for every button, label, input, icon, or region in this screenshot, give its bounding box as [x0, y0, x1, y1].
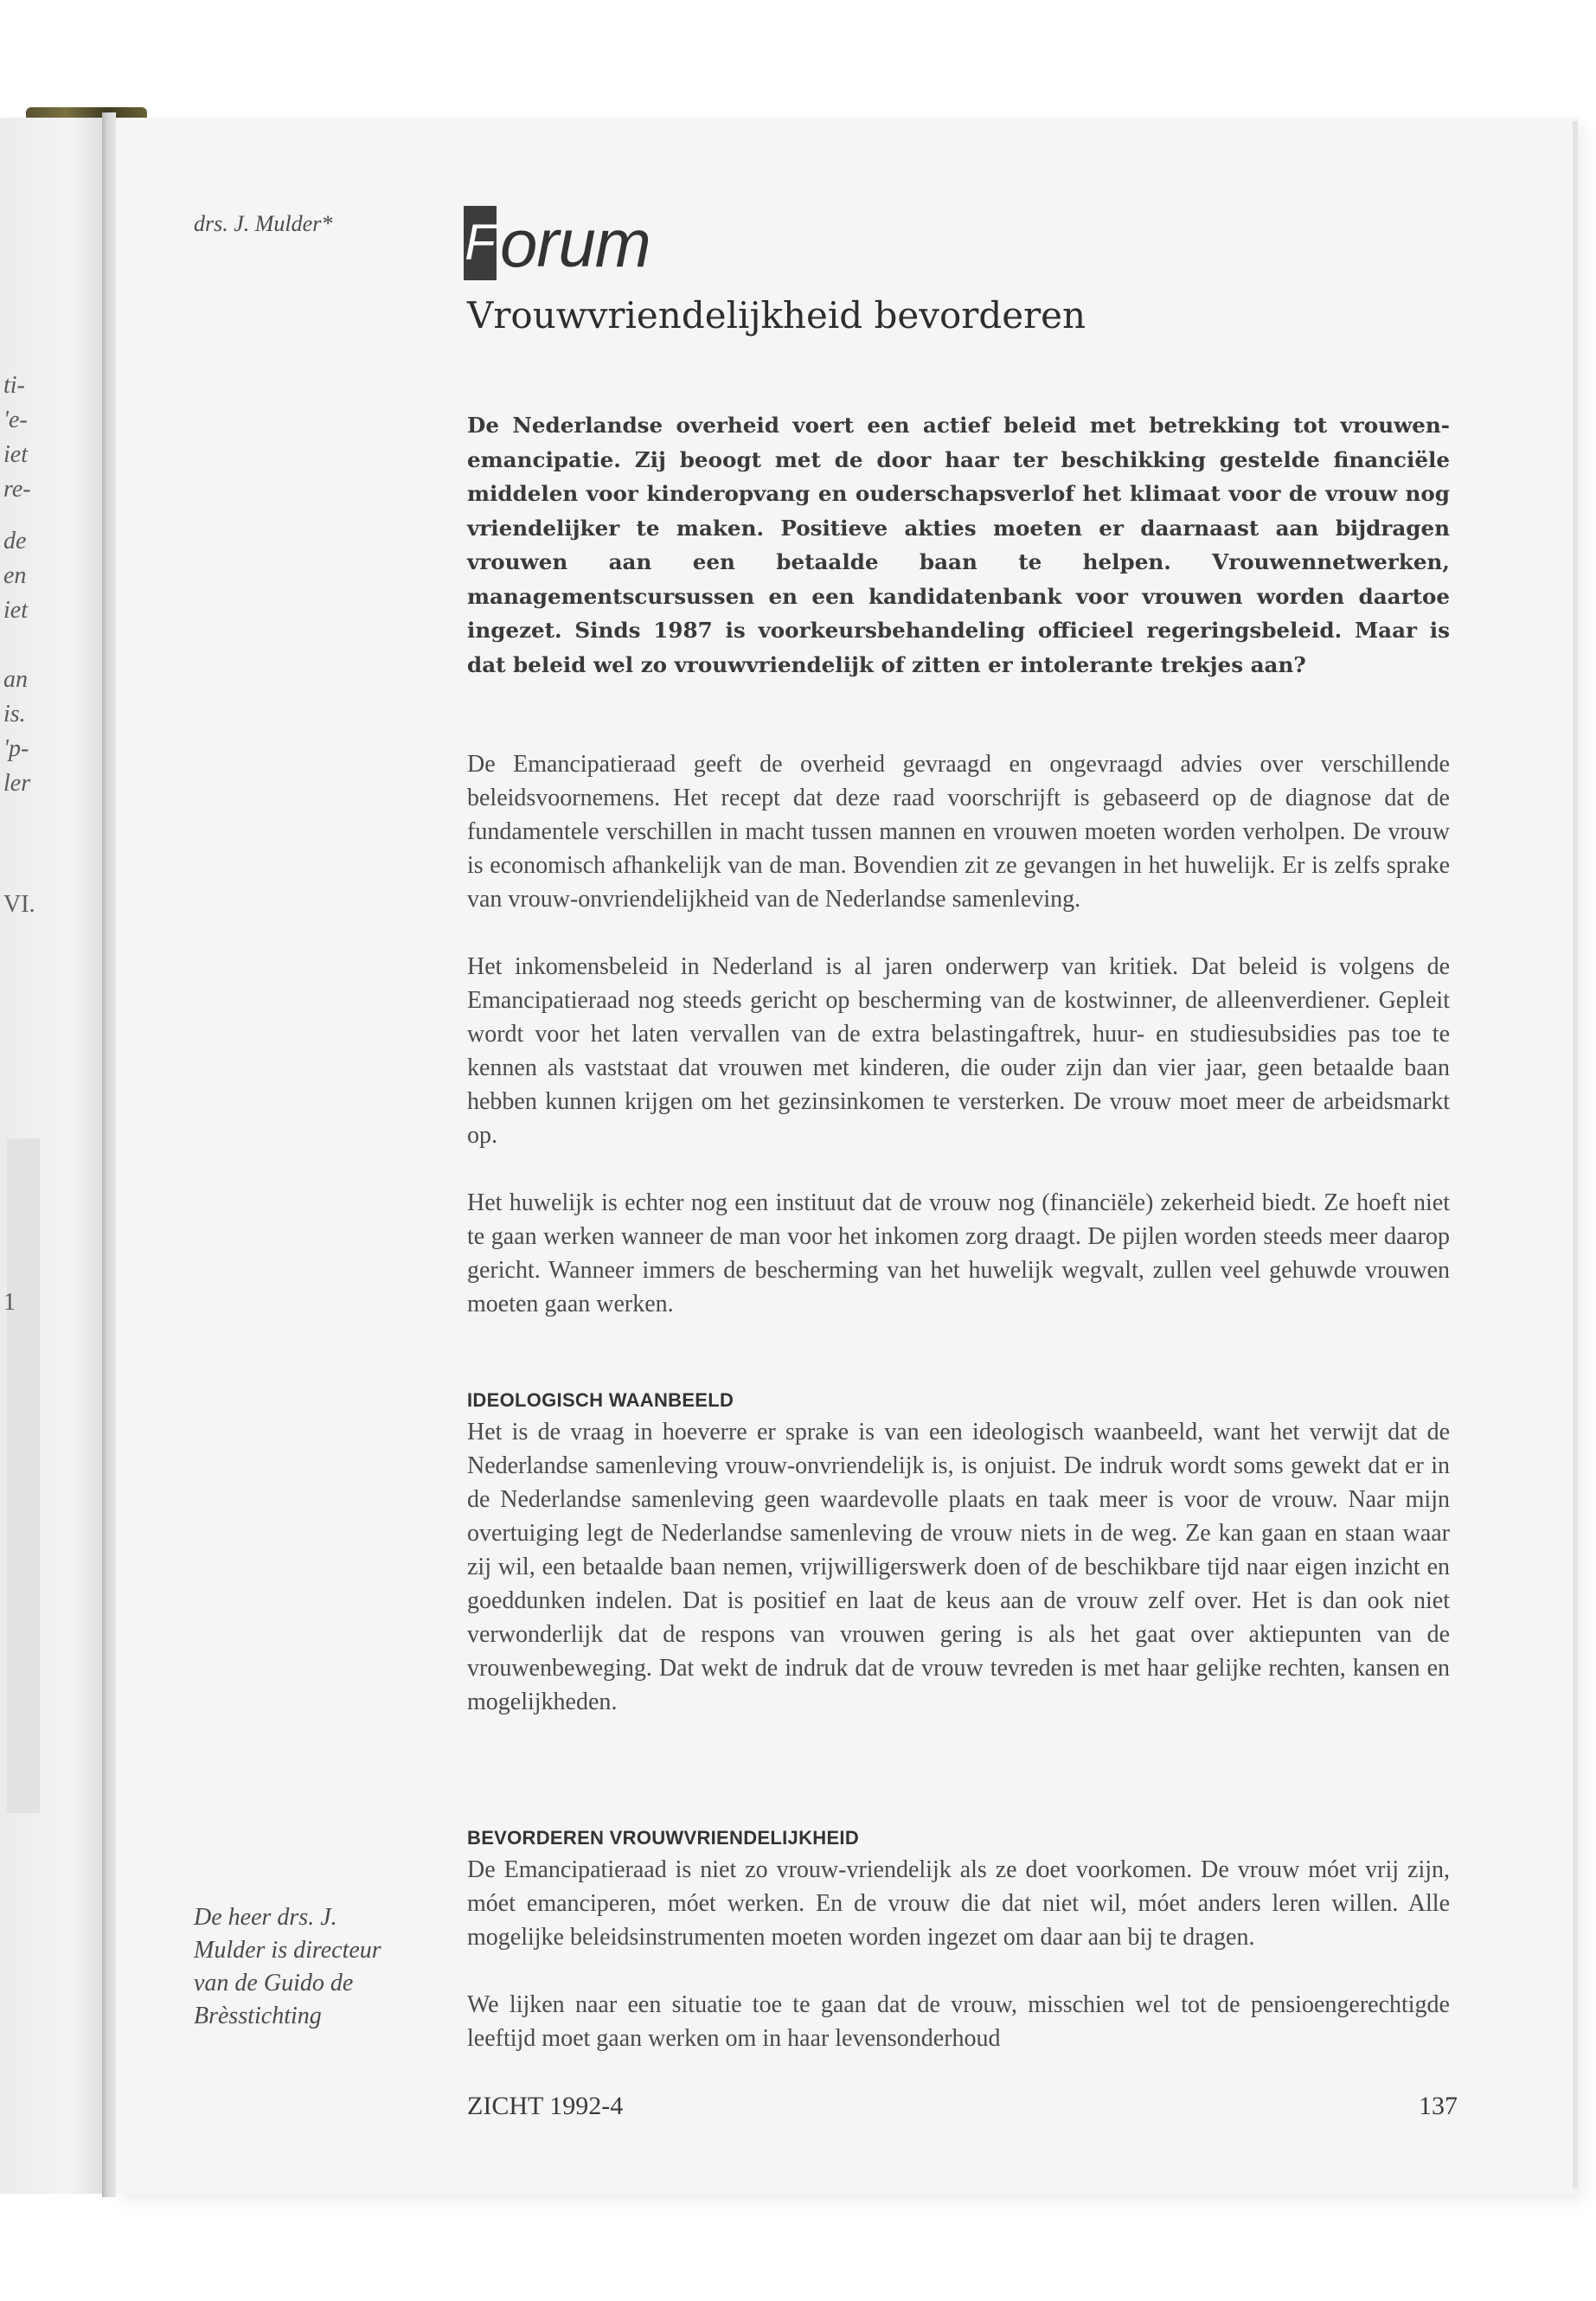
previous-page-fragment: ti-: [3, 372, 25, 399]
previous-page-fragment: an: [3, 666, 28, 693]
section-heading: IDEOLOGISCH WAANBEELD: [467, 1389, 734, 1411]
article-title: Vrouwvriendelijkheid bevorderen: [467, 294, 1086, 336]
page-edge: [1573, 121, 1578, 2189]
previous-page-fragment: 'p-: [3, 735, 29, 762]
body-paragraph: Het inkomensbeleid in Nederland is al jaren onderwerp van kritiek. Dat beleid is volgens de Emancipatieraad nog steeds gericht op bescherming van de kostwinner, de alleenverdiener. Gepleit wordt voor het laten vervallen van de extra belastingaftrek, huur- en studiesubsidies pas toe te kennen als vaststaat dat vrouwen met kinderen, die ouder zijn dan vier jaar, geen betaalde baan hebben kunnen krijgen om het gezinsinkomen te versterken. De vrouw moet meer de arbeidsmarkt op.: [467, 953, 1450, 1149]
previous-page-fragment: en: [3, 562, 27, 589]
section-logo: [464, 201, 651, 280]
book-gutter: [102, 112, 116, 2197]
body-paragraph: We lijken naar een situatie toe te gaan dat de vrouw, misschien wel tot de pensioengerechtigde leeftijd moet gaan werken om in haar levensonderhoud: [467, 1991, 1450, 2052]
page-number: 137: [1419, 2092, 1458, 2120]
previous-page-edge: [0, 118, 104, 2194]
section-heading: BEVORDEREN VROUWVRIENDELIJKHEID: [467, 1827, 860, 1849]
journal-issue: ZICHT 1992-4: [467, 2092, 624, 2120]
body-paragraph: De Emancipatieraad is niet zo vrouw-vriendelijk als ze doet voorkomen. De vrouw móet vrij zijn, móet emanciperen, móet werken. En de vrouw die dat niet wil, móet anders leren willen. Alle mogelijke beleidsinstrumenten moeten worden ingezet om daar aan bij te dragen.: [467, 1856, 1450, 1951]
previous-page-gray-block: [7, 1138, 40, 1813]
previous-page-fragment: 1: [3, 1289, 16, 1316]
previous-page-fragment: VI.: [3, 891, 35, 918]
section-logo-text: orum: [500, 205, 651, 281]
previous-page-fragment: is.: [3, 701, 26, 727]
previous-page-fragment: de: [3, 528, 27, 554]
previous-page-fragment: 'e-: [3, 407, 28, 433]
article-lead: De Nederlandse overheid voert een actief beleid met betrekking tot vrouwen-emancipatie. Zij beoogt met de door haar ter beschikking gestelde financiële middelen voor kinderopvang en ouderschapsverlof het klimaat voor de vrouw nog vriendelijker te maken. Positieve akties moeten er daarnaast aan bijdragen vrouwen aan een betaalde baan te helpen. Vrouwennetwerken, managementscursussen en een kandidatenbank voor vrouwen worden daartoe ingezet. Sinds 1987 is voorkeursbehandeling officieel regeringsbeleid. Maar is dat beleid wel zo vrouwvriendelijk of zitten er intolerante trekjes aan?: [467, 413, 1450, 677]
author-bio: De heer drs. J. Mulder is directeur van de Guido de Brèsstichting: [194, 1904, 381, 2029]
section-logo-initial: F: [464, 206, 497, 280]
previous-page-fragment: ler: [3, 770, 31, 797]
author-byline: drs. J. Mulder*: [194, 211, 333, 236]
book-spine-top: [26, 107, 147, 118]
previous-page-fragment: re-: [3, 476, 31, 503]
previous-page-fragment: iet: [3, 597, 28, 624]
body-paragraph: Het huwelijk is echter nog een instituut dat de vrouw nog (financiële) zekerheid biedt. Ze hoeft niet te gaan werken wanneer de man voor het inkomen zorg draagt. De pijlen worden steeds meer daarop gericht. Wanneer immers de bescherming van het huwelijk wegvalt, zullen veel gehuwde vrouwen moeten gaan werken.: [467, 1189, 1450, 1317]
body-paragraph: Het is de vraag in hoeverre er sprake is van een ideologisch waanbeeld, want het verwijt dat de Nederlandse samenleving vrouw-onvriendelijk is, is onjuist. De indruk wordt soms gewekt dat er in de Nederlandse samenleving geen waardevolle plaats en taak meer is voor de vrouw. Naar mijn overtuiging legt de Nederlandse samenleving de vrouw niets in de weg. Ze kan gaan en staan waar zij wil, een betaalde baan nemen, vrijwilligerswerk doen of de beschikbare tijd naar eigen inzicht en goeddunken indelen. Dat is positief en laat de keus aan de vrouw zelf over. Het is dan ook niet verwonderlijk dat de respons van vrouwen gering is als het gaat over aktiepunten van de vrouwenbeweging. Dat wekt de indruk dat de vrouw tevreden is met haar gelijke rechten, kansen en mogelijkheden.: [467, 1419, 1450, 1715]
body-paragraph: De Emancipatieraad geeft de overheid gevraagd en ongevraagd advies over verschillende beleidsvoornemens. Het recept dat deze raad voorschrijft is gebaseerd op de diagnose dat de fundamentele verschillen in macht tussen mannen en vrouwen moeten worden verholpen. De vrouw is economisch afhankelijk van de man. Bovendien zit ze gevangen in het huwelijk. Er is zelfs sprake van vrouw-onvriendelijkheid van de Nederlandse samenleving.: [467, 751, 1450, 913]
previous-page-fragment: iet: [3, 441, 28, 468]
